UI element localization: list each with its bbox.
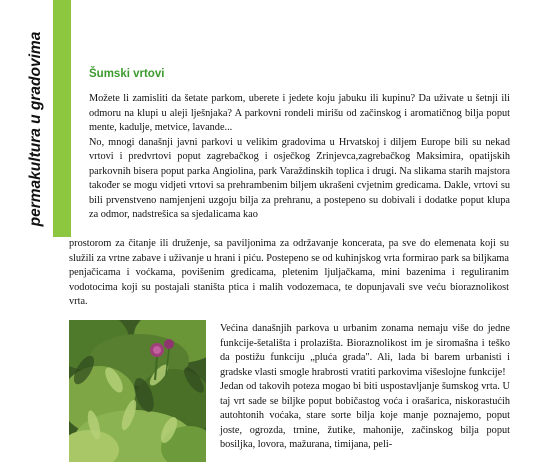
- article-heading: Šumski vrtovi: [89, 68, 165, 80]
- intro-paragraph: Možete li zamisliti da šetate parkom, uberete i jedete koju jabuku ili kupinu? Da uživate u šetnji ili odmoru na klupi u aleji lješnjaka? A parkovni rondeli mirišu od začinskog i aromatičnog bilja poput mente, kadulje, metvice, lavande...: [89, 93, 510, 133]
- history-paragraph-bottom: prostorom za čitanje ili druženje, sa paviljonima za održavanje koncerata, pa sve do elemenata koji su služili za vrtne zabave i uživanje u hrani i piću. Postepeno se od kuhinjskog vrta formirao park sa biljkama penjačicama i voćkama, povišenim gredicama, pletenim ljuljačkama, mini bazenima i reguliranim vodotocima koji su postajali staništa ptica i malih vodozemaca, te dopunjavali sve veću bioraznolikost vrta.: [69, 238, 509, 307]
- side-title-area: [20, 0, 53, 237]
- forest-garden-paragraph: Jedan od takovih poteza mogao bi biti uspostavljanje šumskog vrta. U taj vrt sade se biljke poput bobičastog voća i orašarica, niskorastućih autohtonih voćaka, stare sorte bilja koje manje poznajemo, poput joste, ogrozda, trnine, žutike, mahonije, začinskog bilja poput bosiljka, lovora, mažurana, timijana, peli-: [220, 381, 510, 450]
- green-accent-bar: [53, 0, 71, 237]
- garden-plants-illustration: [69, 320, 206, 462]
- top-text-column: [89, 92, 510, 223]
- section-vertical-title: permakultura u gradovima: [27, 31, 44, 227]
- garden-plants-photo: [69, 320, 206, 462]
- parks-paragraph: Većina današnjih parkova u urbanim zonama nemaju više do jedne funkcije-šetališta i prolazišta. Bioraznolikost im je siromašna i teško da postižu funkciju „pluća grada". Ali, lada bi barem urbanisti i gradske vlasti smogle hrabrosti vratiti parkovima višeslojne funkcije!: [220, 323, 510, 378]
- history-paragraph-top: No, mnogi današnji javni parkovi u velikim gradovima u Hrvatskoj i diljem Europe bili su nekad vrtovi i predvrtovi poput zagrebačkog i osječkog Zrinjevca,zagrebačkog Maksimira, opatijskih parkovnih bisera poput parka Angiolina, park Varaždinskih toplica i drugi. Na slikama starih majstora također se mogu vidjeti vrtovi sa prehrambenim biljem ukrašeni cvjetnim gredicama. Dakle, vrtovi su bili prvenstveno namjenjeni uzgoju bilja za prehranu, a postepeno su dobivali i dodatke poput klupa za odmor, nadstrešica sa sjedalicama kao: [89, 136, 510, 220]
- right-text-column: [220, 322, 510, 453]
